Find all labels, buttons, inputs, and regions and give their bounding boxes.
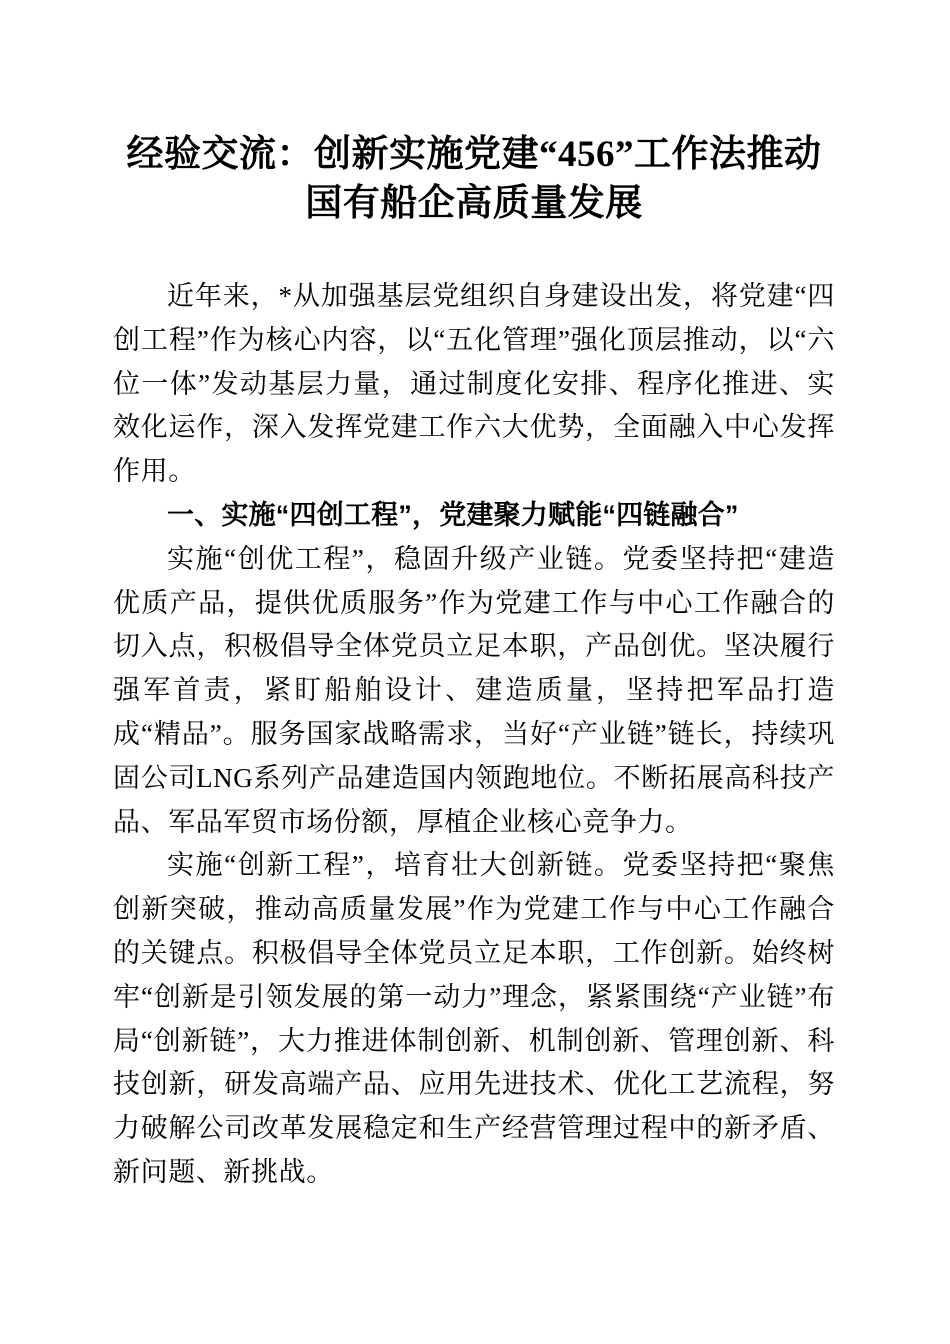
paragraph-chuangxin-project: 实施“创新工程”，培育壮大创新链。党委坚持把“聚焦创新突破，推动高质量发展”作为党建工作与中心工作融合的关键点。积极倡导全体党员立足本职，工作创新。始终树牢“创新是引领发展的第一动力”理念，紧紧围绕“产业链”布局“创新链”，大力推进体制创新、机制创新、管理创新、科技创新，研发高端产品、应用先进技术、优化工艺流程，努力破解公司改革发展稳定和生产经营管理过程中的新矛盾、新问题、新挑战。 bbox=[113, 850, 835, 1187]
paragraph-chuangyou-project: 实施“创优工程”，稳固升级产业链。党委坚持把“建造优质产品，提供优质服务”作为党建工作与中心工作融合的切入点，积极倡导全体党员立足本职，产品创优。坚决履行强军首责，紧盯船舶设计、建造质量，坚持把军品打造成“精品”。服务国家战略需求，当好“产业链”链长，持续巩固公司LNG系列产品建造国内领跑地位。不断拓展高科技产品、军品军贸市场份额，厚植企业核心竞争力。 bbox=[113, 543, 835, 837]
document-title-line-1: 经验交流：创新实施党建“456”工作法推动 bbox=[126, 134, 822, 175]
paragraph-intro: 近年来，*从加强基层党组织自身建设出发，将党建“四创工程”作为核心内容，以“五化管理”强化顶层推动，以“六位一体”发动基层力量，通过制度化安排、程序化推进、实效化运作，深入发挥党建工作六大优势，全面融入中心发挥作用。 bbox=[113, 281, 835, 487]
document-title-line-2: 国有船企高质量发展 bbox=[305, 183, 643, 224]
document-title bbox=[113, 130, 835, 228]
section-heading-1: 一、实施“四创工程”，党建聚力赋能“四链融合” bbox=[167, 499, 739, 530]
